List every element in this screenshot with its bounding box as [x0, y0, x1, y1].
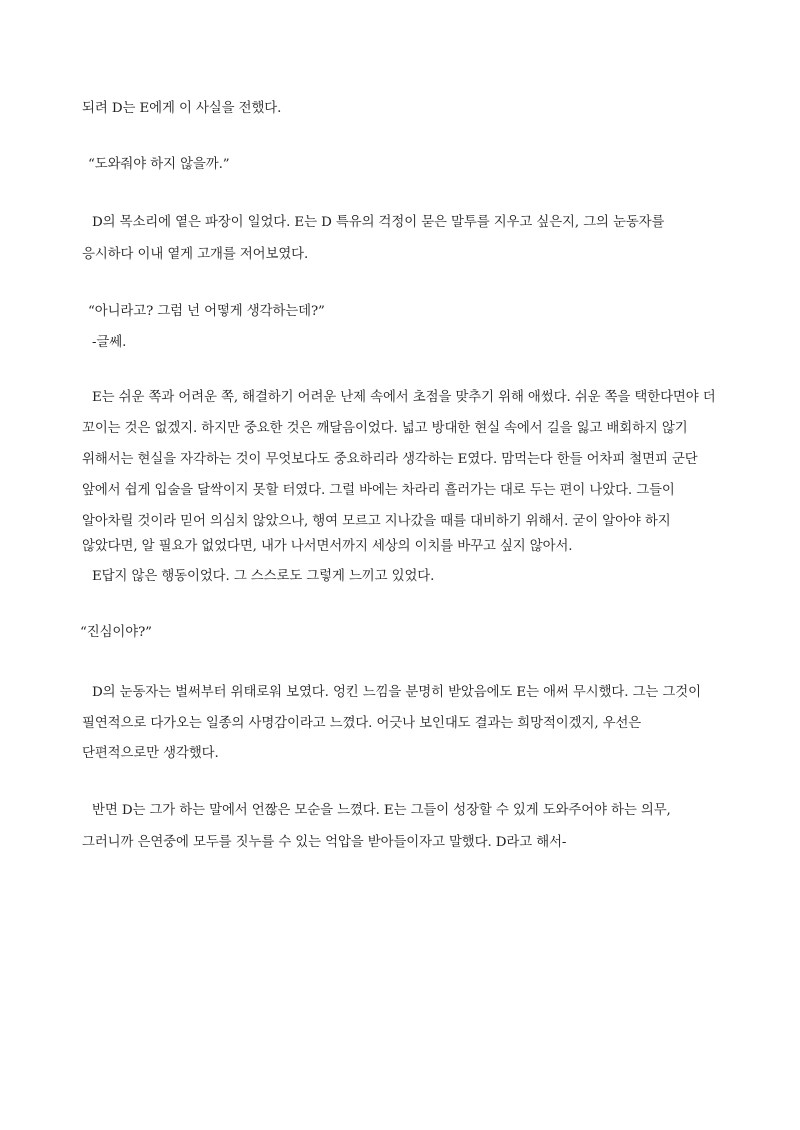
paragraph-line: 앞에서 쉽게 입술을 달싹이지 못할 터였다. 그럴 바에는 차라리 흘러가는 대로 두는 편이 나았다. 그들이: [82, 483, 675, 498]
dialogue-line: “도와줘야 하지 않을까.”: [88, 157, 230, 172]
paragraph-line: 않았다면, 알 필요가 없었다면, 내가 나서면서까지 세상의 이치를 바꾸고 싶지 않아서.: [82, 539, 573, 554]
dialogue-line: “아니라고? 그럼 넌 어떻게 생각하는데?”: [88, 304, 325, 319]
paragraph-line: D의 눈동자는 벌써부터 위태로워 보였다. 엉킨 느낌을 분명히 받았음에도 E는 애써 무시했다. 그는 그것이: [92, 685, 701, 700]
dialogue-line: “진심이야?”: [80, 625, 152, 640]
paragraph-line: D의 목소리에 옅은 파장이 일었다. E는 D 특유의 걱정이 묻은 말투를 지우고 싶은지, 그의 눈동자를: [92, 215, 665, 230]
paragraph-line: 되려 D는 E에게 이 사실을 전했다.: [82, 101, 282, 116]
paragraph-line: 응시하다 이내 옅게 고개를 저어보였다.: [82, 247, 309, 262]
paragraph-line: 반면 D는 그가 하는 말에서 언짢은 모순을 느꼈다. E는 그들이 성장할 수 있게 도와주어야 하는 의무,: [92, 803, 671, 818]
paragraph-line: 단편적으로만 생각했다.: [82, 746, 219, 761]
paragraph-line: 위해서는 현실을 자각하는 것이 무엇보다도 중요하리라 생각하는 E였다. 맘먹는다 한들 어차피 철면피 군단: [82, 452, 698, 467]
paragraph-line: 그러니까 은연중에 모두를 짓누를 수 있는 억압을 받아들이자고 말했다. D라고 해서-: [82, 835, 567, 850]
paragraph-line: E답지 않은 행동이었다. 그 스스로도 그렇게 느끼고 있었다.: [92, 569, 435, 584]
paragraph-line: 꼬이는 것은 없겠지. 하지만 중요한 것은 깨달음이었다. 넓고 방대한 현실 속에서 길을 잃고 배회하지 않기: [82, 421, 688, 436]
paragraph-line: 필연적으로 다가오는 일종의 사명감이라고 느꼈다. 어긋나 보인대도 결과는 희망적이겠지, 우선은: [82, 716, 642, 731]
paragraph-line: 알아차릴 것이라 믿어 의심치 않았으나, 행여 모르고 지나갔을 때를 대비하기 위해서. 굳이 알아야 하지: [82, 514, 671, 529]
dialogue-line: -글쎄.: [92, 335, 127, 350]
paragraph-line: E는 쉬운 쪽과 어려운 쪽, 해결하기 어려운 난제 속에서 초점을 맞추기 위해 애썼다. 쉬운 쪽을 택한다면야 더: [92, 390, 716, 405]
